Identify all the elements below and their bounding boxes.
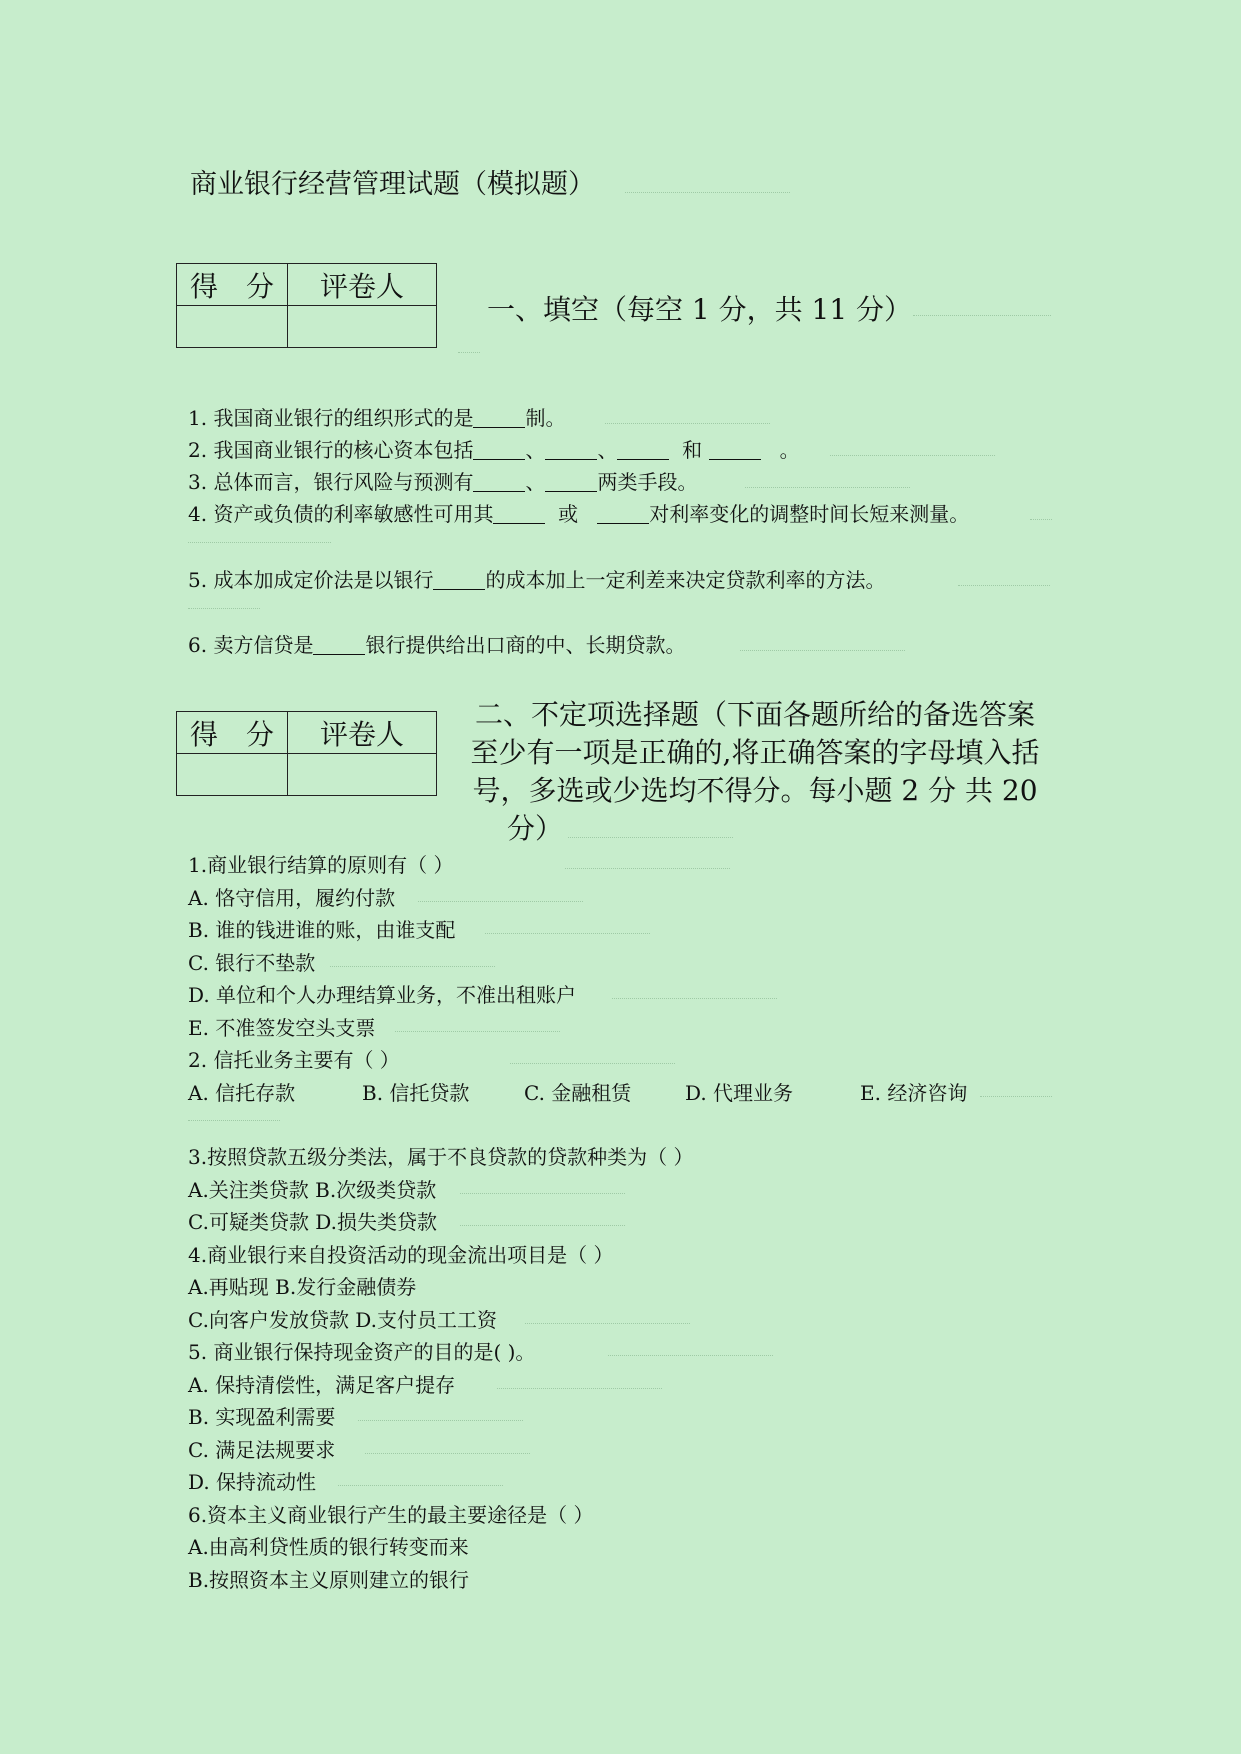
score-table-2 <box>176 711 437 796</box>
choice-q1: 1.商业银行结算的原则有（ ） <box>188 853 454 877</box>
choice-q3: 3.按照贷款五级分类法，属于不良贷款的贷款种类为（ ） <box>188 1145 694 1169</box>
option: C.向客户发放贷款 D.支付员工工资 <box>188 1308 497 1332</box>
option: C.可疑类贷款 D.损失类贷款 <box>188 1210 437 1234</box>
section1-heading: 一、填空（每空 1 分，共 11 分） <box>487 293 913 326</box>
choice-q2: 2. 信托业务主要有（ ） <box>188 1048 400 1072</box>
blank[interactable] <box>545 471 597 492</box>
option: B. 实现盈利需要 <box>188 1405 336 1429</box>
option: A. 保持清偿性，满足客户提存 <box>188 1373 456 1397</box>
section2-heading: 二、不定项选择题（下面各题所给的备选答案 至少有一项是正确的,将正确答案的字母填入括 号，多选或少选均不得分。每小题 2 分 共 20 分） <box>470 698 1040 845</box>
score-label: 得 分 <box>177 264 288 306</box>
grader-label: 评卷人 <box>288 264 437 306</box>
blank[interactable] <box>597 503 649 524</box>
fill-q2: 2. 我国商业银行的核心资本包括 、 、 和 。 <box>188 438 800 462</box>
choice-q4: 4.商业银行来自投资活动的现金流出项目是（ ） <box>188 1243 614 1267</box>
score-cell[interactable] <box>177 306 288 348</box>
option: C. 银行不垫款 <box>188 951 316 975</box>
blank[interactable] <box>709 439 761 460</box>
score-label: 得 分 <box>177 712 288 754</box>
score-cell[interactable] <box>177 754 288 796</box>
blank[interactable] <box>473 407 525 428</box>
option: A.关注类贷款 B.次级类贷款 <box>188 1178 437 1202</box>
blank[interactable] <box>313 634 365 655</box>
option: A. 信托存款 <box>188 1081 296 1105</box>
fill-q5: 5. 成本加成定价法是以银行 的成本加上一定利差来决定贷款利率的方法。 <box>188 568 886 592</box>
page-title: 商业银行经营管理试题（模拟题） <box>190 169 595 200</box>
blank[interactable] <box>433 569 485 590</box>
option: E. 经济咨询 <box>860 1081 968 1105</box>
fill-q3: 3. 总体而言，银行风险与预测有 、 两类手段。 <box>188 470 698 494</box>
option: A. 恪守信用，履约付款 <box>188 886 396 910</box>
score-table-1 <box>176 263 437 348</box>
choice-q5: 5. 商业银行保持现金资产的目的是( )。 <box>188 1340 536 1364</box>
option: D. 单位和个人办理结算业务，不准出租账户 <box>188 983 577 1007</box>
option: B. 信托贷款 <box>362 1081 470 1105</box>
grader-cell[interactable] <box>288 754 437 796</box>
option: B. 谁的钱进谁的账，由谁支配 <box>188 918 456 942</box>
option: A.由高利贷性质的银行转变而来 <box>188 1535 469 1559</box>
fill-q6: 6. 卖方信贷是 银行提供给出口商的中、长期贷款。 <box>188 633 686 657</box>
option: D. 保持流动性 <box>188 1470 317 1494</box>
blank[interactable] <box>545 439 597 460</box>
option: E. 不准签发空头支票 <box>188 1016 376 1040</box>
fill-q4: 4. 资产或负债的利率敏感性可用其 或 对利率变化的调整时间长短来测量。 <box>188 502 970 526</box>
option: A.再贴现 B.发行金融债券 <box>188 1275 417 1299</box>
option: D. 代理业务 <box>685 1081 794 1105</box>
grader-cell[interactable] <box>288 306 437 348</box>
grader-label: 评卷人 <box>288 712 437 754</box>
blank[interactable] <box>617 439 669 460</box>
option: C. 满足法规要求 <box>188 1438 336 1462</box>
option: B.按照资本主义原则建立的银行 <box>188 1568 470 1592</box>
blank[interactable] <box>493 503 545 524</box>
blank[interactable] <box>473 439 525 460</box>
fill-q1: 1. 我国商业银行的组织形式的是 制。 <box>188 406 566 430</box>
blank[interactable] <box>473 471 525 492</box>
option: C. 金融租赁 <box>524 1081 632 1105</box>
choice-q6: 6.资本主义商业银行产生的最主要途径是（ ） <box>188 1503 594 1527</box>
